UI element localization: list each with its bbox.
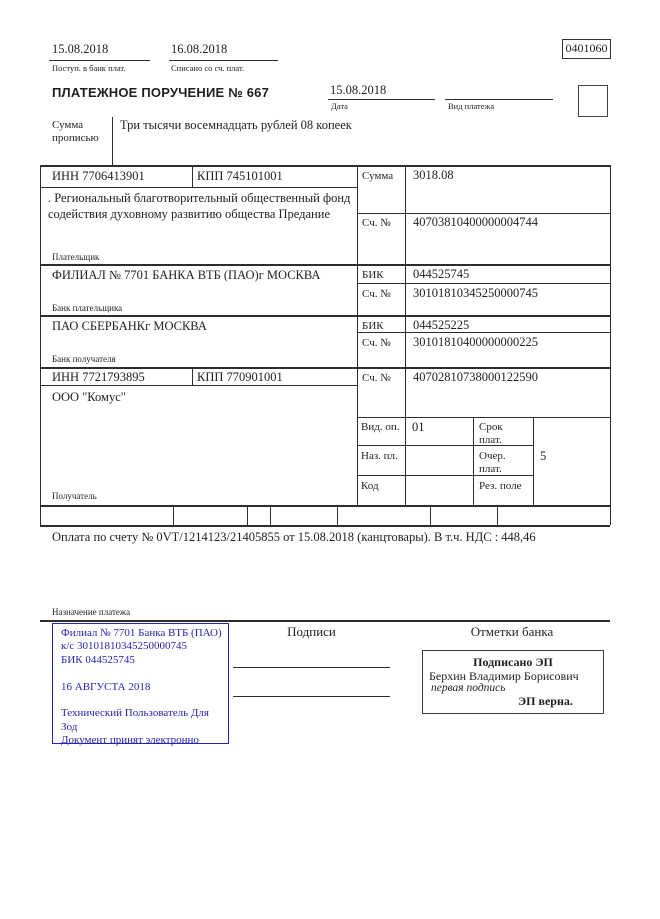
amount-value: 3018.08 [413,168,454,182]
table-border [473,417,474,505]
payee-bank-account-label: Сч. № [362,337,391,349]
table-border [430,505,431,525]
payer-bank-name: ФИЛИАЛ № 7701 БАНКА ВТБ (ПАО)г МОСКВА [52,268,321,282]
table-border [40,385,357,386]
amount-words-value: Три тысячи восемнадцать рублей 08 копеек [120,118,352,132]
signature-line [233,696,390,697]
stamp-line [61,694,224,707]
divider-line [112,117,113,165]
payee-bank-bik-label: БИК [362,320,384,332]
document-title: ПЛАТЕЖНОЕ ПОРУЧЕНИЕ № 667 [52,85,270,100]
table-border [357,283,610,284]
payer-section-label: Плательщик [52,252,100,262]
signed-name: Берхин Владимир Борисович [429,669,579,683]
payer-bank-bik-label: БИК [362,269,384,281]
stamp-line: Технический Пользователь Для Зод [61,707,209,733]
table-border [173,505,174,525]
payer-inn: ИНН 7706413901 [52,169,145,183]
payer-bank-account-label: Сч. № [362,288,391,300]
signed-title: Подписано ЭП [473,655,553,669]
table-border [40,505,610,507]
debited-date-label: Списано со сч. плат. [171,63,245,73]
table-border [337,505,338,525]
table-border [357,213,610,214]
amount-label: Сумма [362,170,394,182]
payee-bank-account: 30101810400000000225 [413,335,538,349]
payee-account: 40702810738000122590 [413,370,538,384]
divider-line [328,99,435,100]
payee-name: ООО "Комус" [52,390,126,404]
payee-bank-bik: 044525225 [413,318,470,332]
payee-account-label: Сч. № [362,372,391,384]
table-border [192,165,193,187]
payment-type-box [578,85,608,117]
table-border [497,505,498,525]
bank-stamp-box [52,623,229,747]
table-border [533,417,534,505]
stamp-line: 16 АВГУСТА 2018 [61,680,151,693]
reserve-label: Рез. поле [479,480,522,492]
stamp-line [61,667,224,680]
due-label: Срок плат. [479,421,503,446]
table-border [357,332,610,333]
signature-stamp-box [422,650,604,714]
payee-inn: ИНН 7721793895 [52,370,145,384]
table-border [270,505,271,525]
table-border [40,315,610,317]
payer-kpp: КПП 745101001 [197,169,283,183]
stamp-line: Документ принят электронно [61,734,199,747]
payer-bank-bik: 044525745 [413,267,470,281]
stamp-line: БИК 044525745 [61,653,135,666]
stamp-line: к/с 30101810345250000745 [61,640,188,653]
amount-words-label: Сумма прописью [52,119,99,144]
op-type-label: Вид. оп. [361,421,400,433]
date-label: Дата [331,101,348,111]
table-border [192,367,193,385]
table-border [357,417,610,418]
signatures-heading: Подписи [287,624,336,639]
code-label: Код [361,480,379,492]
table-border [40,264,610,266]
payment-purpose-text: Оплата по счету № 0VT/1214123/21405855 от 15.08.2018 (канцтовары). В т.ч. НДС : 448,46 [52,530,536,544]
payee-kpp: КПП 770901001 [197,370,283,384]
payment-purpose-label: Назначение платежа [52,607,131,617]
divider-line [169,60,278,61]
payer-account: 40703810400000004744 [413,215,538,229]
stamp-line: Филиал № 7701 Банка ВТБ (ПАО) [61,627,222,639]
debited-date: 16.08.2018 [171,42,228,56]
received-date-label: Поступ. в банк плат. [52,63,126,73]
table-border [40,187,357,188]
payer-bank-section-label: Банк плательщика [52,303,123,313]
table-border [40,165,610,167]
received-date: 15.08.2018 [52,42,109,56]
payee-bank-section-label: Банк получателя [52,354,116,364]
op-type-value: 01 [412,420,425,434]
bank-marks-heading: Отметки банка [470,624,554,639]
payment-type-label: Вид платежа [448,101,495,111]
priority-value: 5 [540,449,547,463]
table-border [40,525,610,527]
form-code-box: 0401060 [562,39,611,59]
table-border [610,165,611,525]
payee-bank-name: ПАО СБЕРБАНКг МОСКВА [52,319,207,333]
table-border [40,367,610,369]
purpose-code-label: Наз. пл. [361,450,398,462]
signed-verified: ЭП верна. [518,694,573,708]
signed-role: первая подпись [431,682,506,694]
table-border [40,165,41,525]
table-border [247,505,248,525]
payee-section-label: Получатель [52,491,97,501]
divider-line [49,60,150,61]
payer-bank-account: 30101810345250000745 [413,286,538,300]
table-border [405,165,406,505]
priority-label: Очер. плат. [479,450,506,475]
divider-line [40,620,610,622]
document-date: 15.08.2018 [330,83,387,97]
payer-account-label: Сч. № [362,217,391,229]
divider-line [445,99,553,100]
signature-line [233,667,390,668]
table-border [357,165,358,505]
payer-name: . Региональный благотворительный общественный фонд содействия духовному развитию общества Предание [48,191,351,221]
